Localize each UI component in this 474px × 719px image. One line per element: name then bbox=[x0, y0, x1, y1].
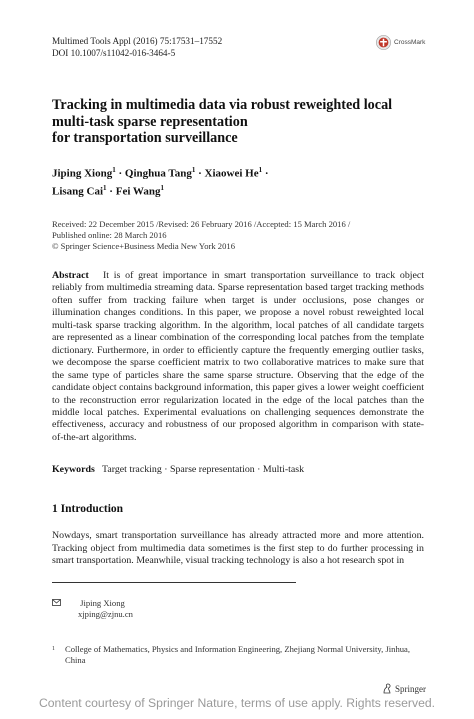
affiliation-text: College of Mathematics, Physics and Information Engineering, Zhejiang Normal University, Jinhua, China bbox=[65, 644, 411, 665]
journal-citation: Multimed Tools Appl (2016) 75:17531–17552 bbox=[52, 36, 223, 46]
author-name[interactable]: Xiaowei He bbox=[204, 167, 259, 180]
footnote-divider bbox=[52, 582, 296, 583]
author-affiliation-mark: 1 bbox=[160, 183, 164, 192]
author-affiliation-mark: 1 bbox=[112, 166, 116, 174]
crossmark-icon bbox=[376, 35, 391, 50]
springer-logo bbox=[382, 683, 426, 694]
author-name[interactable]: Lisang Cai bbox=[52, 185, 104, 198]
section-text: Nowdays, smart transportation surveillance has already attracted more and more attention. Tracking object from multimedia data sometimes is the first step to do further processing in smart transportation. Meanwhile, visual tracking technology is also a hot research spot in bbox=[52, 530, 424, 566]
keywords bbox=[52, 464, 304, 475]
published-online: Published online: 28 March 2016 bbox=[52, 229, 167, 240]
copyright-notice: © Springer Science+Business Media New York 2016 bbox=[52, 240, 235, 251]
corresponding-author-name: Jiping Xiong bbox=[80, 598, 125, 608]
springer-horse-icon bbox=[382, 683, 392, 694]
crossmark-label: CrossMark bbox=[394, 39, 426, 46]
envelope-icon bbox=[52, 598, 62, 609]
author-name[interactable]: Qinghua Tang bbox=[124, 167, 192, 180]
courtesy-watermark: Content courtesy of Springer Nature, terms of use apply. Rights reserved. bbox=[38, 696, 436, 710]
section-heading: 1 Introduction bbox=[52, 503, 124, 515]
author-affiliation-mark: 1 bbox=[103, 183, 107, 192]
crossmark-badge[interactable] bbox=[376, 35, 425, 50]
abstract bbox=[52, 270, 424, 444]
abstract-label: Abstract bbox=[52, 270, 89, 281]
received-revised-accepted: Received: 22 December 2015 /Revised: 26 February 2016 /Accepted: 15 March 2016 / bbox=[52, 219, 351, 229]
keywords-label: Keywords bbox=[52, 464, 95, 475]
corresponding-author-email[interactable]: xjping@zjnu.cn bbox=[78, 609, 133, 619]
title-line: multi-task sparse representation bbox=[52, 113, 248, 130]
title-line: for transportation surveillance bbox=[52, 130, 238, 147]
abstract-text: It is of great importance in smart transportation surveillance to track object reliably from multimedia streaming data. Sparse representation based target tracking methods often suffer from tracking failure when target is under occlusions, pose changes or illumination changes conditions. In this paper, we propose a novel robust reweighted local multi-task sparse tracking algorithm. In the algorithm, local patches of all candidate targets are represented as a linear combination of the corresponding local patches from the template dictionary. Furthermore, in order to efficiently capture the frequently emerging outlier tasks, we decompose the sparse coefficient matrix to two collaborative matrices to make sure that the same type of particles share the same sparse structure. Observing that the edge of the candidate object contains background information, this paper gives a lower weight coefficient to the reconstruction error regularization located in the edge of the local patches than the middle local patches. Experimental evaluations on challenging sequences demonstrate the effectiveness, accuracy and robustness of our proposed algorithm in comparison with state-of-the-art algorithms. bbox=[52, 270, 425, 443]
author-affiliation-mark: 1 bbox=[258, 166, 263, 174]
correspondence bbox=[52, 598, 133, 620]
keywords-text: Target tracking · Sparse representation · Multi-task bbox=[102, 464, 305, 475]
springer-label: Springer bbox=[395, 683, 426, 694]
affiliation bbox=[52, 644, 424, 666]
author-name[interactable]: Fei Wang bbox=[115, 185, 161, 198]
author-list: Jiping Xiong$^1$ · Qinghua Tang$^1$ · Xiaowei $He^1$ · Lisang Cai$^1$ · Fei Wang$^1$ bbox=[52, 166, 269, 198]
author-name[interactable]: Jiping Xiong bbox=[52, 167, 113, 180]
title-line: Tracking in multimedia data via robust reweighted local bbox=[52, 97, 393, 113]
paper-title bbox=[52, 97, 422, 147]
publication-dates bbox=[52, 219, 422, 251]
journal-doi[interactable]: DOI 10.1007/s11042-016-3464-5 bbox=[52, 47, 176, 58]
journal-reference bbox=[52, 36, 222, 59]
affiliation-number: 1 bbox=[52, 646, 55, 652]
author-affiliation-mark: 1 bbox=[191, 166, 196, 174]
